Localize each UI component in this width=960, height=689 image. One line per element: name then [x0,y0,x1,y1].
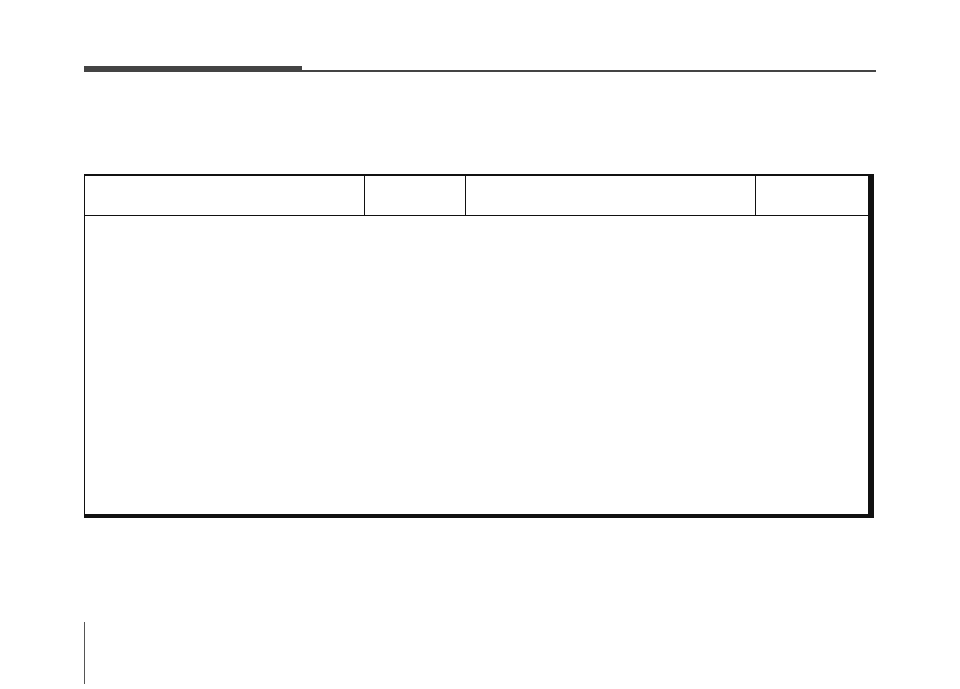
header-intervals [466,176,756,215]
legend [86,157,114,171]
header-rule [302,70,876,72]
table-shadow [84,174,874,518]
header-bar [84,66,302,72]
header-condition [756,176,869,215]
maintenance-table [84,174,868,514]
header-operation [365,176,466,215]
page-divider [84,622,85,684]
table-header-row [85,176,868,216]
header-item [85,176,365,215]
